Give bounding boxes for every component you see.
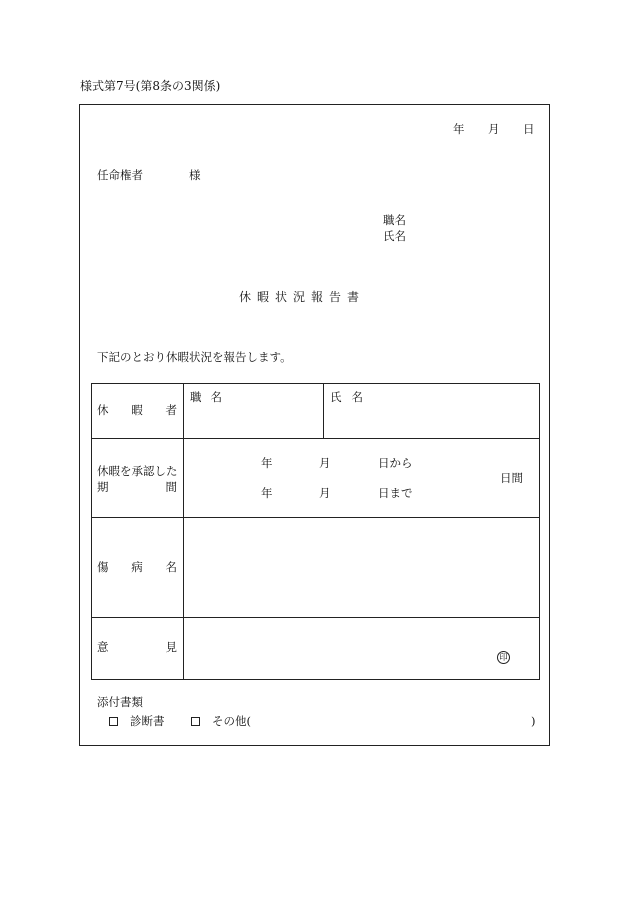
period-days: 日間 xyxy=(500,471,523,485)
period-from-year: 年 xyxy=(261,456,273,470)
title-char: 告 xyxy=(328,290,341,304)
other-close-paren: ) xyxy=(531,714,536,728)
date-year-label: 年 xyxy=(453,122,465,136)
label-char: 名 xyxy=(351,390,363,404)
applicant-name-label: 氏名 xyxy=(383,229,406,243)
disease-label xyxy=(97,562,177,574)
date-month-label: 月 xyxy=(488,122,500,136)
label-char: 病 xyxy=(131,560,143,574)
label-char: 見 xyxy=(165,640,177,654)
label-char: 者 xyxy=(165,403,177,417)
period-label-line2 xyxy=(97,482,177,494)
position-field-label xyxy=(190,392,222,404)
table-left-border xyxy=(91,383,92,680)
title-char: 状 xyxy=(274,290,287,304)
period-from-month: 月 xyxy=(319,456,331,470)
addressee-label: 任命権者 xyxy=(97,168,143,182)
table-row-divider-3 xyxy=(91,617,540,618)
medical-certificate-checkbox[interactable] xyxy=(109,717,118,726)
table-name-divider xyxy=(323,383,324,439)
label-char: 休 xyxy=(97,403,109,417)
table-row-divider-1 xyxy=(91,438,540,439)
period-to-year: 年 xyxy=(261,486,273,500)
period-to-day: 日まで xyxy=(378,486,413,500)
other-label: その他( xyxy=(212,714,251,728)
seal-mark: 印 xyxy=(497,651,510,664)
label-char: 暇 xyxy=(131,403,143,417)
label-char: 間 xyxy=(165,480,177,494)
title-char: 況 xyxy=(292,290,305,304)
document-title xyxy=(236,291,362,303)
title-char: 休 xyxy=(238,290,251,304)
title-char: 暇 xyxy=(256,290,269,304)
period-to-month: 月 xyxy=(319,486,331,500)
label-char: 名 xyxy=(165,560,177,574)
date-day-label: 日 xyxy=(523,122,535,136)
form-number: 様式第7号(第8条の3関係) xyxy=(80,79,221,93)
applicant-position-label: 職名 xyxy=(383,213,406,227)
title-char: 書 xyxy=(346,290,359,304)
medical-certificate-label: 診断書 xyxy=(130,714,165,728)
period-from-day: 日から xyxy=(378,456,413,470)
attachments-title: 添付書類 xyxy=(97,695,143,709)
label-char: 職 xyxy=(190,390,202,404)
label-char: 意 xyxy=(97,640,109,654)
name-field-label xyxy=(330,392,363,404)
label-char: 名 xyxy=(210,390,222,404)
other-checkbox[interactable] xyxy=(191,717,200,726)
table-right-border xyxy=(539,383,540,680)
label-char: 傷 xyxy=(97,560,109,574)
period-label-line1: 休暇を承認した xyxy=(97,464,178,478)
table-row-divider-2 xyxy=(91,517,540,518)
opinion-label xyxy=(97,642,177,654)
table-bottom-border xyxy=(91,679,540,680)
table-top-border xyxy=(91,383,540,384)
label-char: 氏 xyxy=(330,390,342,404)
addressee-suffix: 様 xyxy=(189,168,201,182)
intro-text: 下記のとおり休暇状況を報告します。 xyxy=(97,350,292,364)
leave-person-label xyxy=(97,405,177,417)
label-char: 期 xyxy=(97,480,109,494)
table-label-divider xyxy=(183,383,184,680)
title-char: 報 xyxy=(310,290,323,304)
